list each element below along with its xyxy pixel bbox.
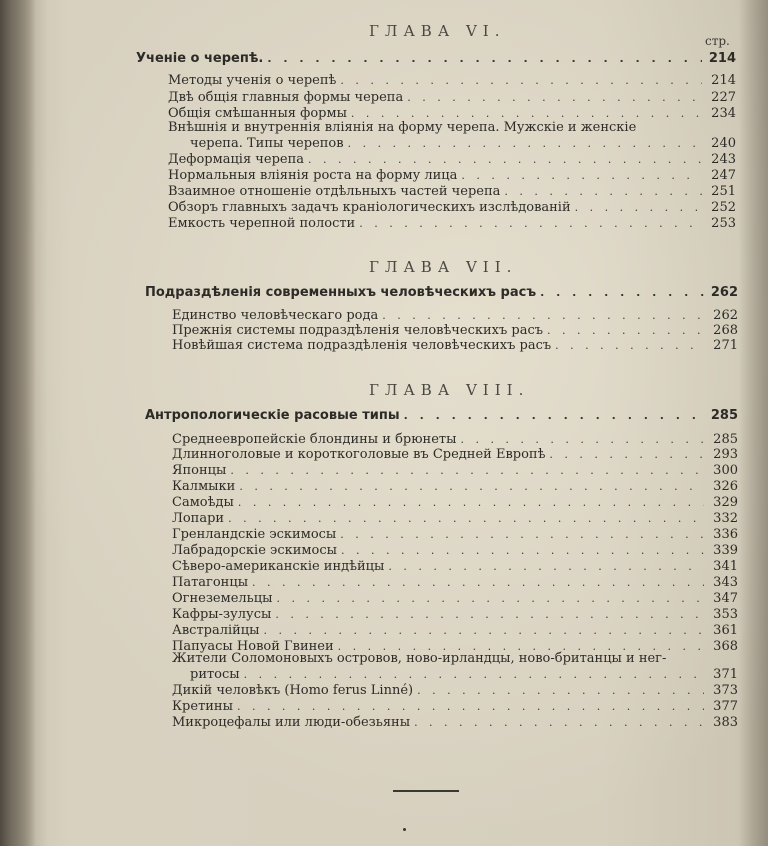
- page-mark: [403, 828, 406, 831]
- entry-label: Лопари: [172, 511, 225, 526]
- toc-entry: [168, 106, 736, 121]
- entry-page: 343: [713, 575, 738, 590]
- chapter-heading: [136, 51, 736, 66]
- entry-label: Японцы: [172, 463, 227, 478]
- leader-dots: [340, 74, 702, 87]
- toc-entry: [190, 136, 736, 151]
- leader-dots: [264, 624, 705, 637]
- entry-page: 377: [713, 699, 738, 714]
- entry-label: Австралійцы: [172, 623, 260, 638]
- leader-dots: [460, 433, 704, 446]
- entry-label: Внѣшнія и внутреннія вліянія на форму черепа. Мужскіе и женскіе: [168, 120, 637, 135]
- chapter-title: ГЛАВА VIII.: [369, 381, 530, 399]
- toc-entry: [168, 184, 736, 199]
- entry-label: Методы ученія о черепѣ: [168, 73, 337, 88]
- leader-dots: [504, 185, 702, 198]
- entry-page: 361: [713, 623, 738, 638]
- heading-label: Ученіе о черепѣ.: [136, 51, 264, 66]
- toc-entry: [172, 575, 738, 590]
- leader-dots: [540, 286, 704, 299]
- toc-entry: [172, 559, 738, 574]
- book-binding: [0, 0, 36, 846]
- entry-page: 252: [711, 200, 736, 215]
- entry-label: Огнеземельцы: [172, 591, 273, 606]
- leader-dots: [407, 91, 702, 104]
- leader-dots: [417, 684, 704, 697]
- entry-label: Взаимное отношеніе отдѣльныхъ частей черепа: [168, 184, 501, 199]
- toc-entry: [190, 667, 738, 682]
- toc-entry: [168, 73, 736, 88]
- entry-label: Патагонцы: [172, 575, 249, 590]
- leader-dots: [276, 592, 704, 605]
- toc-entry: [172, 623, 738, 638]
- entry-page: 339: [713, 543, 738, 558]
- chapter-title: ГЛАВА VI.: [369, 22, 506, 40]
- entry-page: 262: [713, 308, 738, 323]
- chapter-heading: [145, 408, 738, 423]
- leader-dots: [414, 716, 704, 729]
- entry-page: 332: [713, 511, 738, 526]
- entry-label: Среднеевропейскіе блондины и брюнеты: [172, 432, 457, 447]
- entry-label: Сѣверо-американскіе индѣйцы: [172, 559, 385, 574]
- entry-label: Микроцефалы или люди-обезьяны: [172, 715, 411, 730]
- entry-page: 234: [711, 106, 736, 121]
- entry-page: 227: [711, 90, 736, 105]
- entry-page: 336: [713, 527, 738, 542]
- page-edge-shadow: [738, 0, 768, 846]
- entry-page: 268: [713, 323, 738, 338]
- leader-dots: [351, 107, 702, 120]
- toc-entry: [172, 715, 738, 730]
- leader-dots: [230, 464, 704, 477]
- entry-continuation: черепа. Типы черепов: [190, 136, 344, 151]
- leader-dots: [341, 544, 704, 557]
- leader-dots: [237, 700, 704, 713]
- toc-entry: [172, 543, 738, 558]
- entry-label: Жители Соломоновыхъ островов, ново-ирландцы, ново-британцы и нег-: [172, 651, 667, 666]
- entry-page: 341: [713, 559, 738, 574]
- leader-dots: [404, 409, 704, 422]
- leader-dots: [239, 480, 704, 493]
- entry-page: 253: [711, 216, 736, 231]
- entry-page: 285: [713, 432, 738, 447]
- entry-label: Деформація черепа: [168, 152, 305, 167]
- entry-label: Новѣйшая система подраздѣленія человѣческихъ расъ: [172, 338, 552, 353]
- entry-page: 347: [713, 591, 738, 606]
- entry-page: 214: [711, 73, 736, 88]
- leader-dots: [555, 339, 704, 352]
- entry-page: 240: [711, 136, 736, 151]
- heading-label: Подраздѣленія современныхъ человѣческихъ расъ: [145, 285, 537, 300]
- leader-dots: [244, 668, 704, 681]
- toc-entry: [172, 699, 738, 714]
- entry-page: 251: [711, 184, 736, 199]
- leader-dots: [348, 137, 702, 150]
- leader-dots: [549, 448, 704, 461]
- entry-label: Единство человѣческаго рода: [172, 308, 379, 323]
- toc-entry: [172, 338, 738, 353]
- toc-entry: [172, 607, 738, 622]
- toc-entry: [172, 308, 738, 323]
- entry-label: Нормальныя вліянія роста на форму лица: [168, 168, 458, 183]
- leader-dots: [275, 608, 704, 621]
- leader-dots: [267, 52, 702, 65]
- entry-page: 383: [713, 715, 738, 730]
- toc-entry: [168, 168, 736, 183]
- leader-dots: [547, 324, 704, 337]
- entry-page: 353: [713, 607, 738, 622]
- toc-entry: [168, 90, 736, 105]
- toc-entry: [172, 511, 738, 526]
- toc-entry: [172, 495, 738, 510]
- toc-entry: [172, 479, 738, 494]
- leader-dots: [382, 309, 704, 322]
- entry-label: Лабрадорскіе эскимосы: [172, 543, 337, 558]
- leader-dots: [461, 169, 702, 182]
- entry-page: 247: [711, 168, 736, 183]
- chapter-heading: [145, 285, 738, 300]
- leader-dots: [575, 201, 702, 214]
- toc-entry: [168, 152, 736, 167]
- entry-label: Длинноголовые и короткоголовые въ Средней Европѣ: [172, 447, 546, 462]
- entry-label: Калмыки: [172, 479, 236, 494]
- page-column-label: стр.: [705, 34, 730, 48]
- entry-page: 300: [713, 463, 738, 478]
- heading-page: 285: [710, 408, 738, 423]
- toc-entry: [172, 591, 738, 606]
- entry-label: Кафры-зулусы: [172, 607, 272, 622]
- toc-entry: [172, 463, 738, 478]
- chapter-title: ГЛАВА VII.: [369, 258, 518, 276]
- toc-entry: [172, 527, 738, 542]
- entry-label: Кретины: [172, 699, 233, 714]
- entry-label: Дикій человѣкъ (Homo ferus Linné): [172, 683, 414, 698]
- entry-label: Прежнія системы подраздѣленія человѣческихъ расъ: [172, 323, 544, 338]
- leader-dots: [340, 528, 704, 541]
- entry-label: Самоѣды: [172, 495, 234, 510]
- leader-dots: [252, 576, 704, 589]
- entry-page: 243: [711, 152, 736, 167]
- heading-page: 262: [710, 285, 738, 300]
- toc-entry: [168, 200, 736, 215]
- leader-dots: [238, 496, 704, 509]
- heading-page: 214: [708, 51, 736, 66]
- entry-label: Общія смѣшанныя формы: [168, 106, 347, 121]
- entry-label: Обзоръ главныхъ задачъ краніологическихъ изслѣдованій: [168, 200, 571, 215]
- entry-page: 329: [713, 495, 738, 510]
- toc-entry: [168, 216, 736, 231]
- leader-dots: [388, 560, 704, 573]
- toc-entry: [172, 323, 738, 338]
- leader-dots: [228, 512, 704, 525]
- entry-label: Гренландскіе эскимосы: [172, 527, 337, 542]
- heading-label: Антропологическіе расовые типы: [145, 408, 400, 423]
- entry-page: 271: [713, 338, 738, 353]
- entry-label: Емкость черепной полости: [168, 216, 356, 231]
- entry-continuation: ритосы: [190, 667, 240, 682]
- entry-page: 371: [713, 667, 738, 682]
- entry-page: 326: [713, 479, 738, 494]
- entry-page: 368: [713, 639, 738, 654]
- entry-label: Двѣ общія главныя формы черепа: [168, 90, 404, 105]
- toc-entry: [172, 447, 738, 462]
- leader-dots: [308, 153, 702, 166]
- entry-page: 293: [713, 447, 738, 462]
- entry-label: Папуасы Новой Гвинеи: [172, 639, 334, 654]
- toc-entry: [172, 683, 738, 698]
- toc-entry: [172, 432, 738, 447]
- entry-page: 373: [713, 683, 738, 698]
- leader-dots: [359, 217, 702, 230]
- end-rule: [393, 790, 459, 792]
